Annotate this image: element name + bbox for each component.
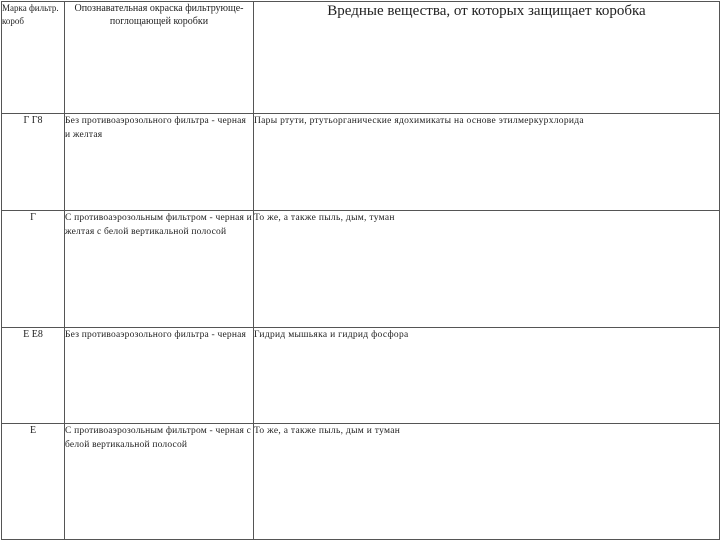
table-row [2, 424, 720, 540]
table-row [2, 114, 720, 211]
table-header-row [2, 2, 720, 114]
row-mark: Г Г8 [2, 114, 65, 211]
header-substances: Вредные вещества, от которых защищает коробка [254, 2, 720, 114]
row-substances: То же, а также пыль, дым и туман [254, 424, 720, 540]
row-color: Без противоаэрозольного фильтра - черная [65, 328, 254, 424]
row-mark: Г [2, 211, 65, 328]
header-mark: Марка фильтр. короб [2, 2, 65, 114]
row-substances: Гидрид мышьяка и гидрид фосфора [254, 328, 720, 424]
row-mark: Е Е8 [2, 328, 65, 424]
table-row [2, 328, 720, 424]
row-color: Без противоаэрозольного фильтра - черная и желтая [65, 114, 254, 211]
row-color: С противоаэрозольным фильтром - черная и желтая с белой вертикальной полосой [65, 211, 254, 328]
row-color: С противоаэрозольным фильтром - черная с белой вертикальной полосой [65, 424, 254, 540]
row-substances: То же, а также пыль, дым, туман [254, 211, 720, 328]
row-mark: Е [2, 424, 65, 540]
header-color: Опознавательная окраска фильтрующе-поглощающей коробки [65, 2, 254, 114]
filter-box-table [1, 1, 720, 540]
table-row [2, 211, 720, 328]
row-substances: Пары ртути, ртутьорганические ядохимикаты на основе этилмеркурхлорида [254, 114, 720, 211]
